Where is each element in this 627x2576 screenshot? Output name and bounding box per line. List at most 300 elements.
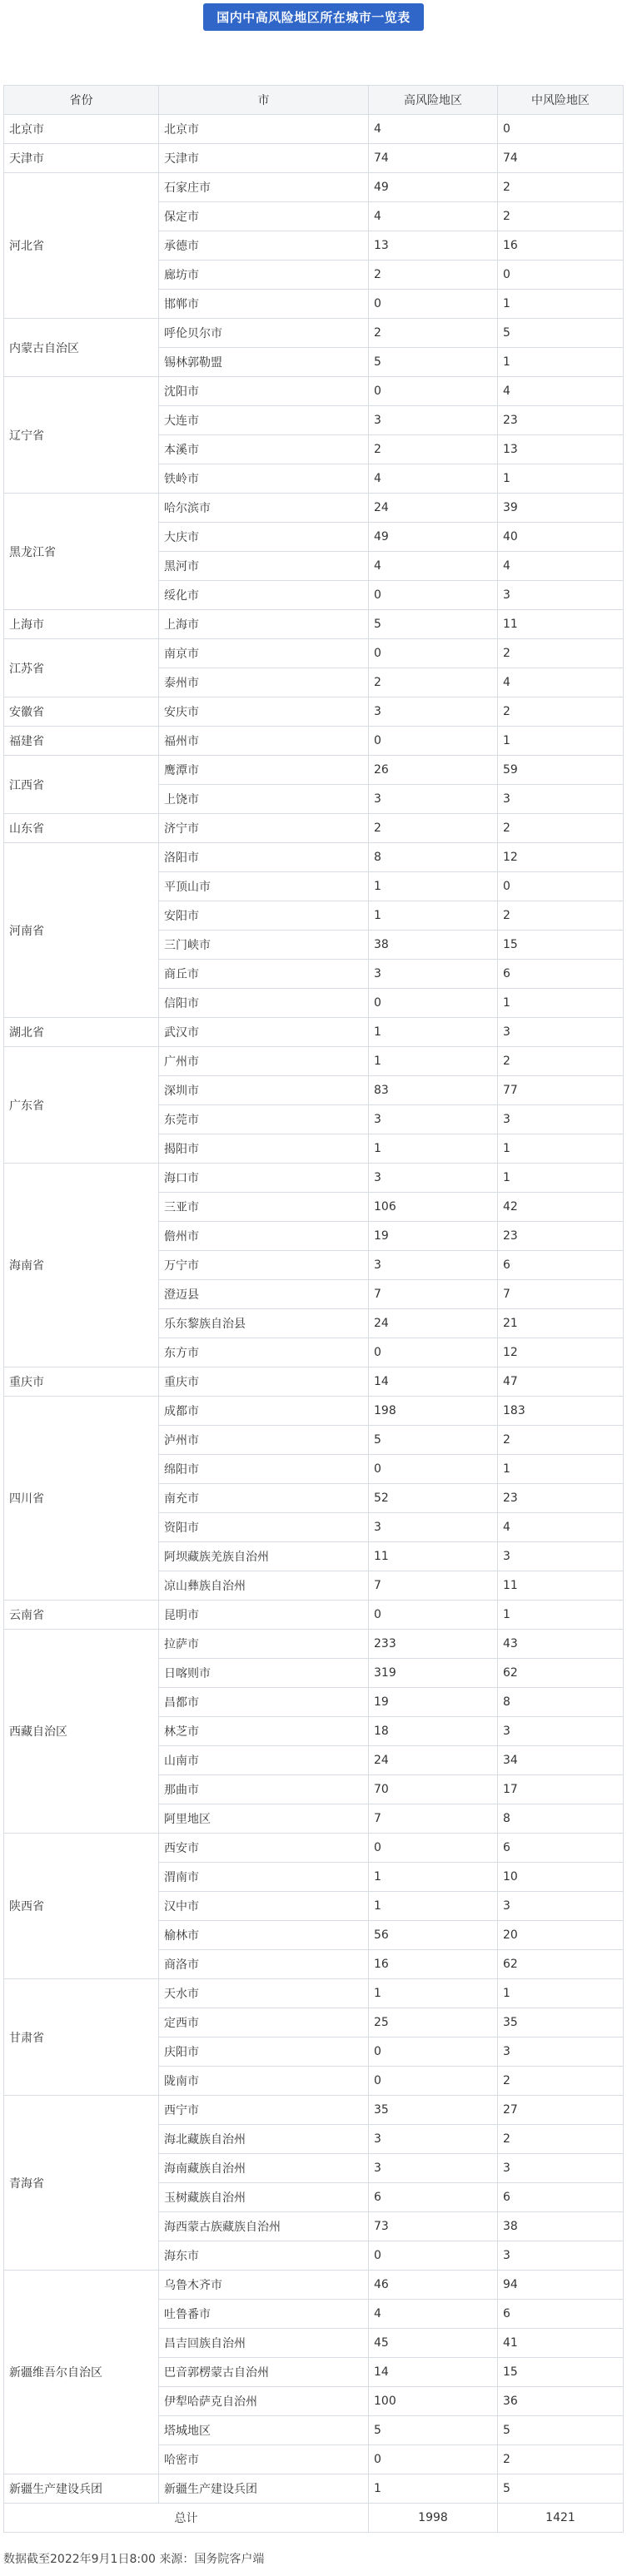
total-label: 总计 xyxy=(4,2504,369,2533)
table-row xyxy=(4,610,624,639)
city-cell: 巴音郭楞蒙古自治州 xyxy=(159,2358,369,2387)
high-risk-cell: 3 xyxy=(369,406,498,435)
high-risk-cell: 0 xyxy=(369,1834,498,1863)
city-cell: 南京市 xyxy=(159,639,369,668)
mid-risk-cell: 0 xyxy=(498,115,624,144)
city-cell: 上海市 xyxy=(159,610,369,639)
city-cell: 黑河市 xyxy=(159,552,369,581)
high-risk-cell: 4 xyxy=(369,2300,498,2329)
province-cell: 陕西省 xyxy=(4,1834,159,1979)
mid-risk-cell: 59 xyxy=(498,756,624,785)
mid-risk-cell: 27 xyxy=(498,2096,624,2125)
province-cell: 湖北省 xyxy=(4,1018,159,1047)
city-cell: 广州市 xyxy=(159,1047,369,1076)
province-cell: 福建省 xyxy=(4,727,159,756)
city-cell: 昌吉回族自治州 xyxy=(159,2329,369,2358)
mid-risk-cell: 20 xyxy=(498,1921,624,1950)
city-cell: 锡林郭勒盟 xyxy=(159,348,369,377)
city-cell: 昌都市 xyxy=(159,1688,369,1717)
province-cell: 河北省 xyxy=(4,173,159,319)
city-cell: 澄迈县 xyxy=(159,1280,369,1309)
high-risk-cell: 3 xyxy=(369,1164,498,1193)
city-cell: 海北藏族自治州 xyxy=(159,2125,369,2154)
mid-risk-cell: 12 xyxy=(498,1338,624,1367)
province-cell: 山东省 xyxy=(4,814,159,843)
city-cell: 山南市 xyxy=(159,1746,369,1775)
mid-risk-cell: 0 xyxy=(498,261,624,290)
mid-risk-cell: 2 xyxy=(498,2125,624,2154)
table-row xyxy=(4,377,624,406)
high-risk-cell: 52 xyxy=(369,1484,498,1513)
table-row xyxy=(4,1018,624,1047)
high-risk-cell: 25 xyxy=(369,2008,498,2037)
mid-risk-cell: 23 xyxy=(498,1222,624,1251)
high-risk-cell: 49 xyxy=(369,523,498,552)
city-cell: 廊坊市 xyxy=(159,261,369,290)
province-cell: 海南省 xyxy=(4,1164,159,1367)
city-cell: 揭阳市 xyxy=(159,1134,369,1164)
high-risk-cell: 7 xyxy=(369,1571,498,1601)
high-risk-cell: 2 xyxy=(369,814,498,843)
city-cell: 石家庄市 xyxy=(159,173,369,202)
city-cell: 昆明市 xyxy=(159,1601,369,1630)
province-cell: 重庆市 xyxy=(4,1367,159,1397)
high-risk-cell: 2 xyxy=(369,261,498,290)
high-risk-cell: 3 xyxy=(369,1105,498,1134)
table-row xyxy=(4,2474,624,2504)
table-row xyxy=(4,1601,624,1630)
mid-risk-cell: 6 xyxy=(498,1251,624,1280)
table-row xyxy=(4,756,624,785)
city-cell: 天水市 xyxy=(159,1979,369,2008)
table-row xyxy=(4,1630,624,1659)
high-risk-cell: 2 xyxy=(369,319,498,348)
mid-risk-cell: 1 xyxy=(498,1455,624,1484)
city-cell: 榆林市 xyxy=(159,1921,369,1950)
table-row xyxy=(4,144,624,173)
mid-risk-cell: 10 xyxy=(498,1863,624,1892)
city-cell: 重庆市 xyxy=(159,1367,369,1397)
mid-risk-cell: 2 xyxy=(498,901,624,931)
high-risk-cell: 4 xyxy=(369,115,498,144)
table-row xyxy=(4,843,624,872)
high-risk-cell: 106 xyxy=(369,1193,498,1222)
header-province: 省份 xyxy=(4,86,159,115)
province-cell: 北京市 xyxy=(4,115,159,144)
total-row xyxy=(4,2504,624,2533)
high-risk-cell: 35 xyxy=(369,2096,498,2125)
mid-risk-cell: 38 xyxy=(498,2212,624,2241)
mid-risk-cell: 2 xyxy=(498,2445,624,2474)
high-risk-cell: 11 xyxy=(369,1542,498,1571)
table-header-row xyxy=(4,86,624,115)
city-cell: 武汉市 xyxy=(159,1018,369,1047)
table-row xyxy=(4,115,624,144)
mid-risk-cell: 2 xyxy=(498,1047,624,1076)
mid-risk-cell: 4 xyxy=(498,552,624,581)
high-risk-cell: 0 xyxy=(369,639,498,668)
mid-risk-cell: 11 xyxy=(498,1571,624,1601)
high-risk-cell: 0 xyxy=(369,377,498,406)
high-risk-cell: 14 xyxy=(369,1367,498,1397)
province-cell: 辽宁省 xyxy=(4,377,159,494)
table-row xyxy=(4,319,624,348)
high-risk-cell: 3 xyxy=(369,2125,498,2154)
high-risk-cell: 5 xyxy=(369,610,498,639)
city-cell: 沈阳市 xyxy=(159,377,369,406)
high-risk-cell: 1 xyxy=(369,901,498,931)
high-risk-cell: 4 xyxy=(369,464,498,494)
city-cell: 成都市 xyxy=(159,1397,369,1426)
city-cell: 三亚市 xyxy=(159,1193,369,1222)
city-cell: 凉山彝族自治州 xyxy=(159,1571,369,1601)
mid-risk-cell: 34 xyxy=(498,1746,624,1775)
mid-risk-cell: 7 xyxy=(498,1280,624,1309)
table-row xyxy=(4,1164,624,1193)
province-cell: 广东省 xyxy=(4,1047,159,1164)
high-risk-cell: 7 xyxy=(369,1280,498,1309)
city-cell: 伊犁哈萨克自治州 xyxy=(159,2387,369,2416)
high-risk-cell: 4 xyxy=(369,552,498,581)
city-cell: 西安市 xyxy=(159,1834,369,1863)
high-risk-cell: 83 xyxy=(369,1076,498,1105)
high-risk-cell: 45 xyxy=(369,2329,498,2358)
city-cell: 泰州市 xyxy=(159,668,369,697)
city-cell: 大连市 xyxy=(159,406,369,435)
city-cell: 东方市 xyxy=(159,1338,369,1367)
province-cell: 云南省 xyxy=(4,1601,159,1630)
high-risk-cell: 0 xyxy=(369,2037,498,2067)
mid-risk-cell: 1 xyxy=(498,1601,624,1630)
high-risk-cell: 5 xyxy=(369,2416,498,2445)
mid-risk-cell: 62 xyxy=(498,1950,624,1979)
city-cell: 资阳市 xyxy=(159,1513,369,1542)
city-cell: 铁岭市 xyxy=(159,464,369,494)
mid-risk-cell: 35 xyxy=(498,2008,624,2037)
high-risk-cell: 198 xyxy=(369,1397,498,1426)
city-cell: 万宁市 xyxy=(159,1251,369,1280)
mid-risk-cell: 3 xyxy=(498,1105,624,1134)
city-cell: 渭南市 xyxy=(159,1863,369,1892)
high-risk-cell: 26 xyxy=(369,756,498,785)
mid-risk-cell: 15 xyxy=(498,931,624,960)
header-high-risk: 高风险地区 xyxy=(369,86,498,115)
high-risk-cell: 1 xyxy=(369,872,498,901)
city-cell: 商丘市 xyxy=(159,960,369,989)
high-risk-cell: 6 xyxy=(369,2183,498,2212)
high-risk-cell: 5 xyxy=(369,348,498,377)
high-risk-cell: 70 xyxy=(369,1775,498,1804)
mid-risk-cell: 3 xyxy=(498,581,624,610)
city-cell: 阿坝藏族羌族自治州 xyxy=(159,1542,369,1571)
high-risk-cell: 0 xyxy=(369,727,498,756)
high-risk-cell: 73 xyxy=(369,2212,498,2241)
city-cell: 南充市 xyxy=(159,1484,369,1513)
mid-risk-cell: 77 xyxy=(498,1076,624,1105)
mid-risk-cell: 94 xyxy=(498,2271,624,2300)
mid-risk-cell: 2 xyxy=(498,2067,624,2096)
mid-risk-cell: 42 xyxy=(498,1193,624,1222)
high-risk-cell: 1 xyxy=(369,2474,498,2504)
mid-risk-cell: 1 xyxy=(498,989,624,1018)
city-cell: 海南藏族自治州 xyxy=(159,2154,369,2183)
high-risk-cell: 0 xyxy=(369,1455,498,1484)
mid-risk-cell: 2 xyxy=(498,814,624,843)
city-cell: 信阳市 xyxy=(159,989,369,1018)
high-risk-cell: 3 xyxy=(369,2154,498,2183)
city-cell: 东莞市 xyxy=(159,1105,369,1134)
mid-risk-cell: 3 xyxy=(498,1717,624,1746)
mid-risk-cell: 5 xyxy=(498,2474,624,2504)
city-cell: 海东市 xyxy=(159,2241,369,2271)
high-risk-cell: 0 xyxy=(369,1601,498,1630)
title-wrap xyxy=(0,3,627,31)
mid-risk-cell: 8 xyxy=(498,1688,624,1717)
mid-risk-cell: 4 xyxy=(498,668,624,697)
high-risk-cell: 1 xyxy=(369,1047,498,1076)
high-risk-cell: 1 xyxy=(369,1018,498,1047)
table-row xyxy=(4,494,624,523)
city-cell: 深圳市 xyxy=(159,1076,369,1105)
table-row xyxy=(4,1979,624,2008)
city-cell: 西宁市 xyxy=(159,2096,369,2125)
city-cell: 乐东黎族自治县 xyxy=(159,1309,369,1338)
city-cell: 海口市 xyxy=(159,1164,369,1193)
risk-area-table xyxy=(3,85,624,2533)
city-cell: 拉萨市 xyxy=(159,1630,369,1659)
mid-risk-cell: 43 xyxy=(498,1630,624,1659)
city-cell: 乌鲁木齐市 xyxy=(159,2271,369,2300)
mid-risk-cell: 21 xyxy=(498,1309,624,1338)
city-cell: 新疆生产建设兵团 xyxy=(159,2474,369,2504)
city-cell: 哈尔滨市 xyxy=(159,494,369,523)
high-risk-cell: 74 xyxy=(369,144,498,173)
city-cell: 安阳市 xyxy=(159,901,369,931)
mid-risk-cell: 2 xyxy=(498,173,624,202)
city-cell: 玉树藏族自治州 xyxy=(159,2183,369,2212)
city-cell: 汉中市 xyxy=(159,1892,369,1921)
mid-risk-cell: 3 xyxy=(498,1542,624,1571)
mid-risk-cell: 36 xyxy=(498,2387,624,2416)
high-risk-cell: 4 xyxy=(369,202,498,231)
mid-risk-cell: 3 xyxy=(498,2037,624,2067)
total-high: 1998 xyxy=(369,2504,498,2533)
high-risk-cell: 0 xyxy=(369,2445,498,2474)
mid-risk-cell: 3 xyxy=(498,1018,624,1047)
city-cell: 天津市 xyxy=(159,144,369,173)
province-cell: 内蒙古自治区 xyxy=(4,319,159,377)
city-cell: 安庆市 xyxy=(159,697,369,727)
high-risk-cell: 1 xyxy=(369,1979,498,2008)
province-cell: 河南省 xyxy=(4,843,159,1018)
high-risk-cell: 1 xyxy=(369,1892,498,1921)
mid-risk-cell: 2 xyxy=(498,639,624,668)
high-risk-cell: 24 xyxy=(369,494,498,523)
city-cell: 三门峡市 xyxy=(159,931,369,960)
province-cell: 新疆生产建设兵团 xyxy=(4,2474,159,2504)
mid-risk-cell: 12 xyxy=(498,843,624,872)
mid-risk-cell: 1 xyxy=(498,1979,624,2008)
high-risk-cell: 8 xyxy=(369,843,498,872)
mid-risk-cell: 62 xyxy=(498,1659,624,1688)
province-cell: 安徽省 xyxy=(4,697,159,727)
high-risk-cell: 49 xyxy=(369,173,498,202)
mid-risk-cell: 1 xyxy=(498,727,624,756)
city-cell: 福州市 xyxy=(159,727,369,756)
table-row xyxy=(4,2271,624,2300)
city-cell: 日喀则市 xyxy=(159,1659,369,1688)
high-risk-cell: 319 xyxy=(369,1659,498,1688)
high-risk-cell: 14 xyxy=(369,2358,498,2387)
table-row xyxy=(4,727,624,756)
high-risk-cell: 3 xyxy=(369,785,498,814)
city-cell: 洛阳市 xyxy=(159,843,369,872)
city-cell: 本溪市 xyxy=(159,435,369,464)
header-mid-risk: 中风险地区 xyxy=(498,86,624,115)
mid-risk-cell: 23 xyxy=(498,1484,624,1513)
city-cell: 泸州市 xyxy=(159,1426,369,1455)
mid-risk-cell: 3 xyxy=(498,2154,624,2183)
high-risk-cell: 24 xyxy=(369,1746,498,1775)
high-risk-cell: 19 xyxy=(369,1222,498,1251)
table-row xyxy=(4,2096,624,2125)
high-risk-cell: 1 xyxy=(369,1134,498,1164)
mid-risk-cell: 39 xyxy=(498,494,624,523)
city-cell: 邯郸市 xyxy=(159,290,369,319)
high-risk-cell: 19 xyxy=(369,1688,498,1717)
high-risk-cell: 7 xyxy=(369,1804,498,1834)
mid-risk-cell: 13 xyxy=(498,435,624,464)
city-cell: 儋州市 xyxy=(159,1222,369,1251)
province-cell: 新疆维吾尔自治区 xyxy=(4,2271,159,2474)
table-row xyxy=(4,814,624,843)
province-cell: 天津市 xyxy=(4,144,159,173)
mid-risk-cell: 6 xyxy=(498,2300,624,2329)
mid-risk-cell: 6 xyxy=(498,1834,624,1863)
page-title: 国内中高风险地区所在城市一览表 xyxy=(203,3,424,31)
province-cell: 甘肃省 xyxy=(4,1979,159,2096)
mid-risk-cell: 3 xyxy=(498,785,624,814)
mid-risk-cell: 5 xyxy=(498,2416,624,2445)
mid-risk-cell: 8 xyxy=(498,1804,624,1834)
city-cell: 济宁市 xyxy=(159,814,369,843)
mid-risk-cell: 183 xyxy=(498,1397,624,1426)
high-risk-cell: 3 xyxy=(369,960,498,989)
table-body xyxy=(4,115,624,2504)
table-row xyxy=(4,697,624,727)
high-risk-cell: 46 xyxy=(369,2271,498,2300)
mid-risk-cell: 74 xyxy=(498,144,624,173)
mid-risk-cell: 3 xyxy=(498,1892,624,1921)
mid-risk-cell: 1 xyxy=(498,464,624,494)
mid-risk-cell: 23 xyxy=(498,406,624,435)
mid-risk-cell: 4 xyxy=(498,1513,624,1542)
high-risk-cell: 100 xyxy=(369,2387,498,2416)
high-risk-cell: 16 xyxy=(369,1950,498,1979)
mid-risk-cell: 4 xyxy=(498,377,624,406)
table-row xyxy=(4,1367,624,1397)
city-cell: 陇南市 xyxy=(159,2067,369,2096)
city-cell: 绥化市 xyxy=(159,581,369,610)
table-row xyxy=(4,639,624,668)
total-mid: 1421 xyxy=(498,2504,624,2533)
high-risk-cell: 24 xyxy=(369,1309,498,1338)
mid-risk-cell: 40 xyxy=(498,523,624,552)
province-cell: 江苏省 xyxy=(4,639,159,697)
city-cell: 林芝市 xyxy=(159,1717,369,1746)
source-note: 数据截至2022年9月1日8:00 来源：国务院客户端 xyxy=(3,2553,265,2566)
province-cell: 江西省 xyxy=(4,756,159,814)
mid-risk-cell: 1 xyxy=(498,348,624,377)
city-cell: 吐鲁番市 xyxy=(159,2300,369,2329)
high-risk-cell: 0 xyxy=(369,290,498,319)
city-cell: 阿里地区 xyxy=(159,1804,369,1834)
mid-risk-cell: 0 xyxy=(498,872,624,901)
mid-risk-cell: 17 xyxy=(498,1775,624,1804)
city-cell: 哈密市 xyxy=(159,2445,369,2474)
mid-risk-cell: 6 xyxy=(498,960,624,989)
province-cell: 四川省 xyxy=(4,1397,159,1601)
province-cell: 黑龙江省 xyxy=(4,494,159,610)
high-risk-cell: 0 xyxy=(369,581,498,610)
mid-risk-cell: 6 xyxy=(498,2183,624,2212)
mid-risk-cell: 16 xyxy=(498,231,624,261)
city-cell: 庆阳市 xyxy=(159,2037,369,2067)
header-city: 市 xyxy=(159,86,369,115)
high-risk-cell: 5 xyxy=(369,1426,498,1455)
city-cell: 平顶山市 xyxy=(159,872,369,901)
high-risk-cell: 3 xyxy=(369,697,498,727)
city-cell: 保定市 xyxy=(159,202,369,231)
mid-risk-cell: 11 xyxy=(498,610,624,639)
high-risk-cell: 18 xyxy=(369,1717,498,1746)
city-cell: 上饶市 xyxy=(159,785,369,814)
city-cell: 呼伦贝尔市 xyxy=(159,319,369,348)
high-risk-cell: 233 xyxy=(369,1630,498,1659)
table-row xyxy=(4,1834,624,1863)
mid-risk-cell: 2 xyxy=(498,697,624,727)
high-risk-cell: 0 xyxy=(369,1338,498,1367)
high-risk-cell: 2 xyxy=(369,668,498,697)
mid-risk-cell: 2 xyxy=(498,202,624,231)
mid-risk-cell: 1 xyxy=(498,1164,624,1193)
high-risk-cell: 13 xyxy=(369,231,498,261)
mid-risk-cell: 1 xyxy=(498,290,624,319)
city-cell: 绵阳市 xyxy=(159,1455,369,1484)
city-cell: 海西蒙古族藏族自治州 xyxy=(159,2212,369,2241)
high-risk-cell: 2 xyxy=(369,435,498,464)
mid-risk-cell: 41 xyxy=(498,2329,624,2358)
high-risk-cell: 1 xyxy=(369,1863,498,1892)
table-row xyxy=(4,1397,624,1426)
city-cell: 鹰潭市 xyxy=(159,756,369,785)
city-cell: 那曲市 xyxy=(159,1775,369,1804)
city-cell: 塔城地区 xyxy=(159,2416,369,2445)
mid-risk-cell: 5 xyxy=(498,319,624,348)
mid-risk-cell: 3 xyxy=(498,2241,624,2271)
high-risk-cell: 3 xyxy=(369,1513,498,1542)
high-risk-cell: 0 xyxy=(369,989,498,1018)
city-cell: 北京市 xyxy=(159,115,369,144)
city-cell: 商洛市 xyxy=(159,1950,369,1979)
province-cell: 西藏自治区 xyxy=(4,1630,159,1834)
city-cell: 定西市 xyxy=(159,2008,369,2037)
mid-risk-cell: 47 xyxy=(498,1367,624,1397)
province-cell: 青海省 xyxy=(4,2096,159,2271)
mid-risk-cell: 2 xyxy=(498,1426,624,1455)
high-risk-cell: 0 xyxy=(369,2067,498,2096)
city-cell: 承德市 xyxy=(159,231,369,261)
